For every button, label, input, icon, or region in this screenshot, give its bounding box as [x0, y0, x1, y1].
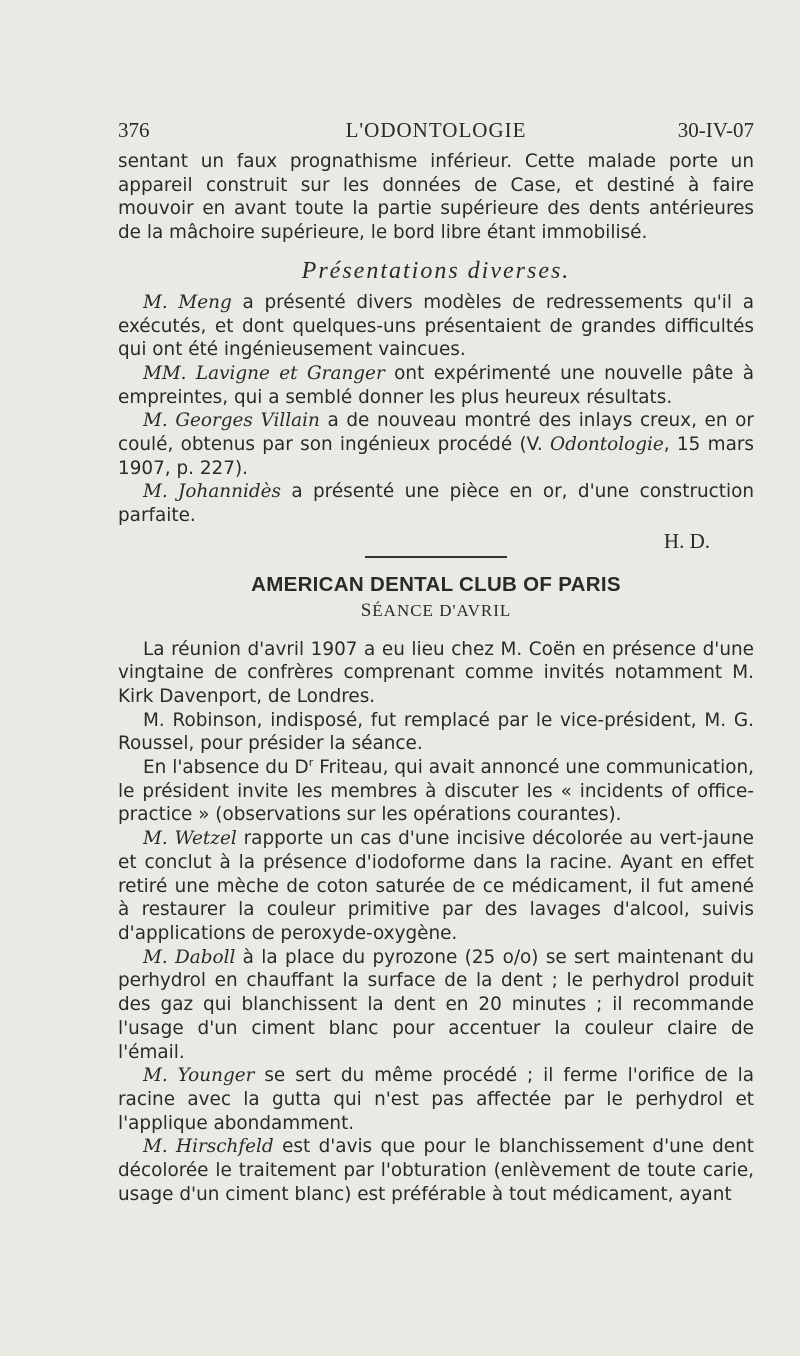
paragraph-text: a présenté une pièce en or, d'une construction parfaite. [118, 481, 754, 527]
paragraph [118, 480, 754, 527]
page-number: 376 [118, 118, 150, 142]
section-heading-presentations: Présentations diverses. [301, 257, 571, 284]
person-name: M. Johannidès [143, 481, 281, 503]
paragraph [118, 1064, 754, 1135]
person-name: M. Meng [143, 291, 232, 313]
paragraph-text: Friteau, qui avait annoncé une communication, le président invite les membres à discuter les « incidents of office-practice » (observations sur les opérations courantes). [118, 757, 755, 826]
person-name: M. Georges Villain [143, 410, 320, 432]
subheading-initial: S [360, 599, 373, 621]
paragraph-text: En l'absence du D [143, 757, 309, 779]
paragraph: M. Robinson, indisposé, fut remplacé par le vice-président, M. G. Roussel, pour présider la séance. [118, 709, 754, 755]
signature: H. D. [663, 528, 710, 553]
paragraph [118, 756, 754, 827]
paragraph-text: à la place du pyrozone (25 o/o) se sert maintenant du perhydrol en chauffant la surface de la dent ; le perhydrol produit des gaz qui blanchissent la dent en 20 minutes ; il recommande l'usage d'un ciment blanc pour accentuer la couleur claire de l'émail. [118, 946, 754, 1063]
paragraph-text: a présenté divers modèles de redressements qu'il a exécutés, et dont quelques-uns présentaient de grandes difficultés qui ont été ingénieusement vaincues. [118, 291, 754, 361]
section-heading-club: AMERICAN DENTAL CLUB OF PARIS [251, 572, 621, 596]
running-header [118, 118, 754, 144]
journal-title: L'ODONTOLOGIE [345, 118, 527, 142]
paragraph [118, 1135, 754, 1206]
paragraph-text: se sert du même procédé ; il ferme l'orifice de la racine avec la gutta qui n'est pas affectée par le perhydrol et l'applique abondamment. [118, 1065, 754, 1134]
continuation-paragraph: sentant un faux prognathisme inférieur. Cette malade porte un appareil construit sur les données de Case, et destiné à faire mouvoir en avant toute la partie supérieure des dents antérieures de la mâchoire supérieure, le bord libre étant immobilisé. [118, 151, 754, 244]
paragraph [118, 362, 754, 409]
section-subheading [118, 600, 754, 622]
issue-date: 30-IV-07 [677, 118, 754, 142]
paragraph [118, 291, 754, 362]
subheading-rest: ÉANCE D'AVRIL [372, 600, 512, 620]
paragraph-text: rapporte un cas d'une incisive décolorée au vert-jaune et conclut à la présence d'iodoforme dans la racine. Ayant en effet retiré une mèche de coton saturée de ce médicament, il fut amené à restaurer la couleur primitive par des lavages d'alcool, suivis d'applications de peroxyde-oxygène. [118, 828, 754, 944]
person-name: M. Wetzel [143, 828, 237, 850]
paragraph [118, 409, 754, 480]
paragraph-text: , 15 mars 1907, p. 227). [118, 434, 754, 479]
paragraph-text: ont expérimenté une nouvelle pâte à empreintes, qui a semblé donner les plus heureux résultats. [118, 362, 755, 408]
journal-reference: Odontologie [550, 434, 664, 456]
paragraph [118, 946, 754, 1065]
superscript: r [308, 755, 314, 769]
person-name: M. Daboll [143, 946, 236, 968]
person-name: M. Younger [143, 1065, 255, 1087]
article-body [118, 150, 754, 1206]
person-name: MM. Lavigne et Granger [143, 362, 385, 384]
paragraph: La réunion d'avril 1907 a eu lieu chez M. Coën en présence d'une vingtaine de confrères comprenant comme invités notamment M. Kirk Davenport, de Londres. [118, 638, 754, 707]
section-divider [365, 556, 507, 558]
paragraph-text: est d'avis que pour le blanchissement d'une dent décolorée le traitement par l'obturation (enlèvement de toute carie, usage d'un ciment blanc) est préférable à tout médicament, ayant [118, 1136, 754, 1205]
paragraph [118, 827, 754, 946]
paragraph-text: a de nouveau montré des inlays creux, en or coulé, obtenus par son ingénieux procédé (V. [118, 410, 754, 456]
person-name: M. Hirschfeld [143, 1136, 274, 1158]
